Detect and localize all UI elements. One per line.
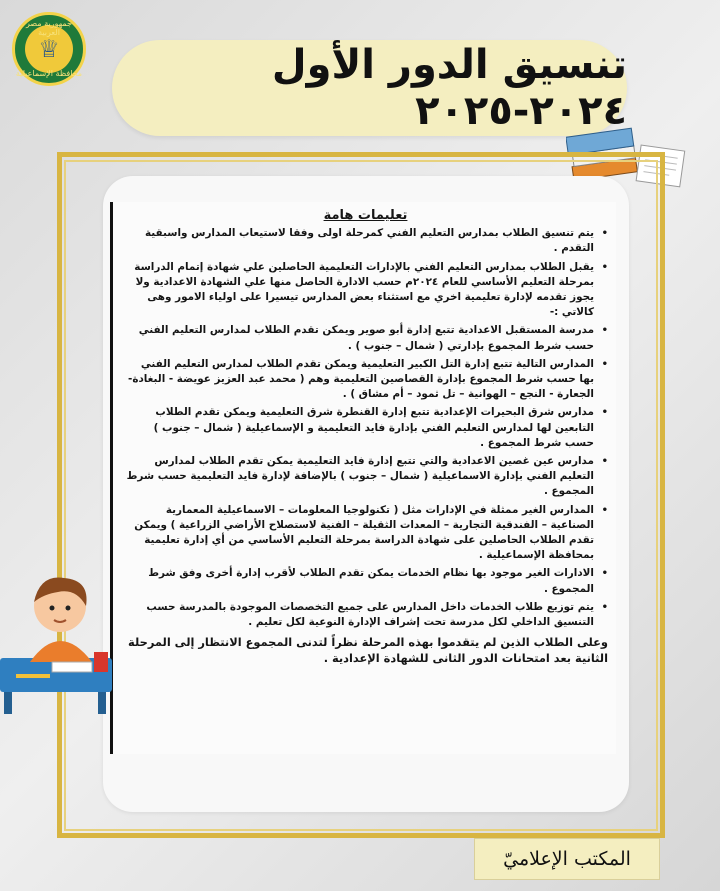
bullet-icon: • [601,261,608,273]
page-title: تنسيق الدور الأول ٢٠٢٤-٢٠٢٥ [271,42,627,134]
bullet-icon: • [601,228,608,240]
bullet-icon: • [601,407,608,419]
bullet-icon: • [601,325,608,337]
bullet-icon: • [601,601,608,613]
logo-top-text: جمهورية مصر العربية [26,19,72,37]
instruction-item: • مدرسة المستقبل الاعدادية تتبع إدارة أبو صوير ويمكن تقدم الطلاب لمدارس التعليم الفني حسب شرط المجموع بإدارتي ( شمال – جنوب ) . [138,324,608,352]
bullet-icon: • [601,568,608,580]
logo-bottom-text: محافظة الإسماعيلية [15,69,83,78]
instruction-item: • مدارس عين غصين الاعدادية والتي تتبع إدارة فايد التعليمية يمكن تقدم الطلاب لمدارس التعليم الفني بإدارة الاسماعيلية ( شمال – جنوب ) بالإضافة لإدارة فايد التعليمية حسب شرط المجموع . [126,455,608,498]
bullet-icon: • [601,358,608,370]
governorate-logo [12,12,86,86]
title-banner [112,40,627,136]
closing-note: وعلى الطلاب الذين لم يتقدموا بهذه المرحلة نظراً لتدنى المجموع الانتظار إلى المرحلة الثانية بعد امتحانات الدور الثانى للشهادة الإعدادية . [128,635,608,666]
instruction-item: • مدارس شرق البحيرات الإعدادية تتبع إدارة القنطرة شرق التعليمية ويمكن تقدم الطلاب التابعين لها لمدارس التعليم الفني بإدارة فايد التعليمية و الإسماعيلية ( شمال – جنوب ) حسب شرط المجموع . [153,406,608,449]
instruction-item: • يتم توزيع طلاب الخدمات داخل المدارس على جميع التخصصات الموجودة بالمدرسة حسب التنسيق الداخلي لكل مدرسة تحت إشراف الإدارة النوعية لكل تعليم . [146,600,608,629]
bullet-icon: • [601,504,608,516]
document-heading: تعليمات هامة [323,208,408,223]
instruction-item: • المدارس التالية تتبع إدارة التل الكبير التعليمية ويمكن تقدم الطلاب لمدارس التعليم الفني بها حسب شرط المجموع بإدارة القصاصين التعليمية وهم ( محمد عبد العزيز عويضة - البغادة- الجعارة - النجع – الهوانية – تل ثمود – أم مشاق ) . [128,357,608,401]
instruction-item: • الادارات الغير موجود بها نظام الخدمات يمكن تقدم الطلاب لأقرب إدارة أخرى وفق شرط المجموع . [148,567,608,595]
instruction-item: • يقبل الطلاب بمدارس التعليم الفني بالإدارات التعليمية الحاصلين علي شهادة إتمام الدراسة بمرحلة التعليم الأساسي للعام ٢٠٢٤م حسب الادارة الحاصل منها علي الشهادة الاعدادية ولا يجوز تقدمه لإدارة تعليمية اخري مع استثناء بعض المدارس تيسيرا على اولياء الامور وهى كالاتي :- [134,260,608,319]
instruction-item: • المدارس الغير ممثلة في الإدارات مثل ( تكنولوجيا المعلومات – الاسماعيلية المعمارية الصناعية – الفندقية التجارية – المعدات الثقيلة – الفنية لاستصلاح الأراضي الزراعية ) ويمكن تقدم الطلاب الحاصلين على شهادة الدراسة بمرحلة التعليم الأساسي من أي إدارة تعليمية بمحافظة الإسماعيلية . [134,503,608,562]
student-illustration-icon [0,566,118,716]
instructions-document [110,202,616,754]
instruction-item: • يتم تنسيق الطلاب بمدارس التعليم الفني كمرحلة اولى وفقا لاستيعاب المدارس واسبقية التقدم . [144,227,608,255]
media-office-label: المكتب الإعلاميّ [474,838,660,880]
eagle-emblem-icon: ♕ [25,25,73,73]
bullet-icon: • [601,456,608,468]
